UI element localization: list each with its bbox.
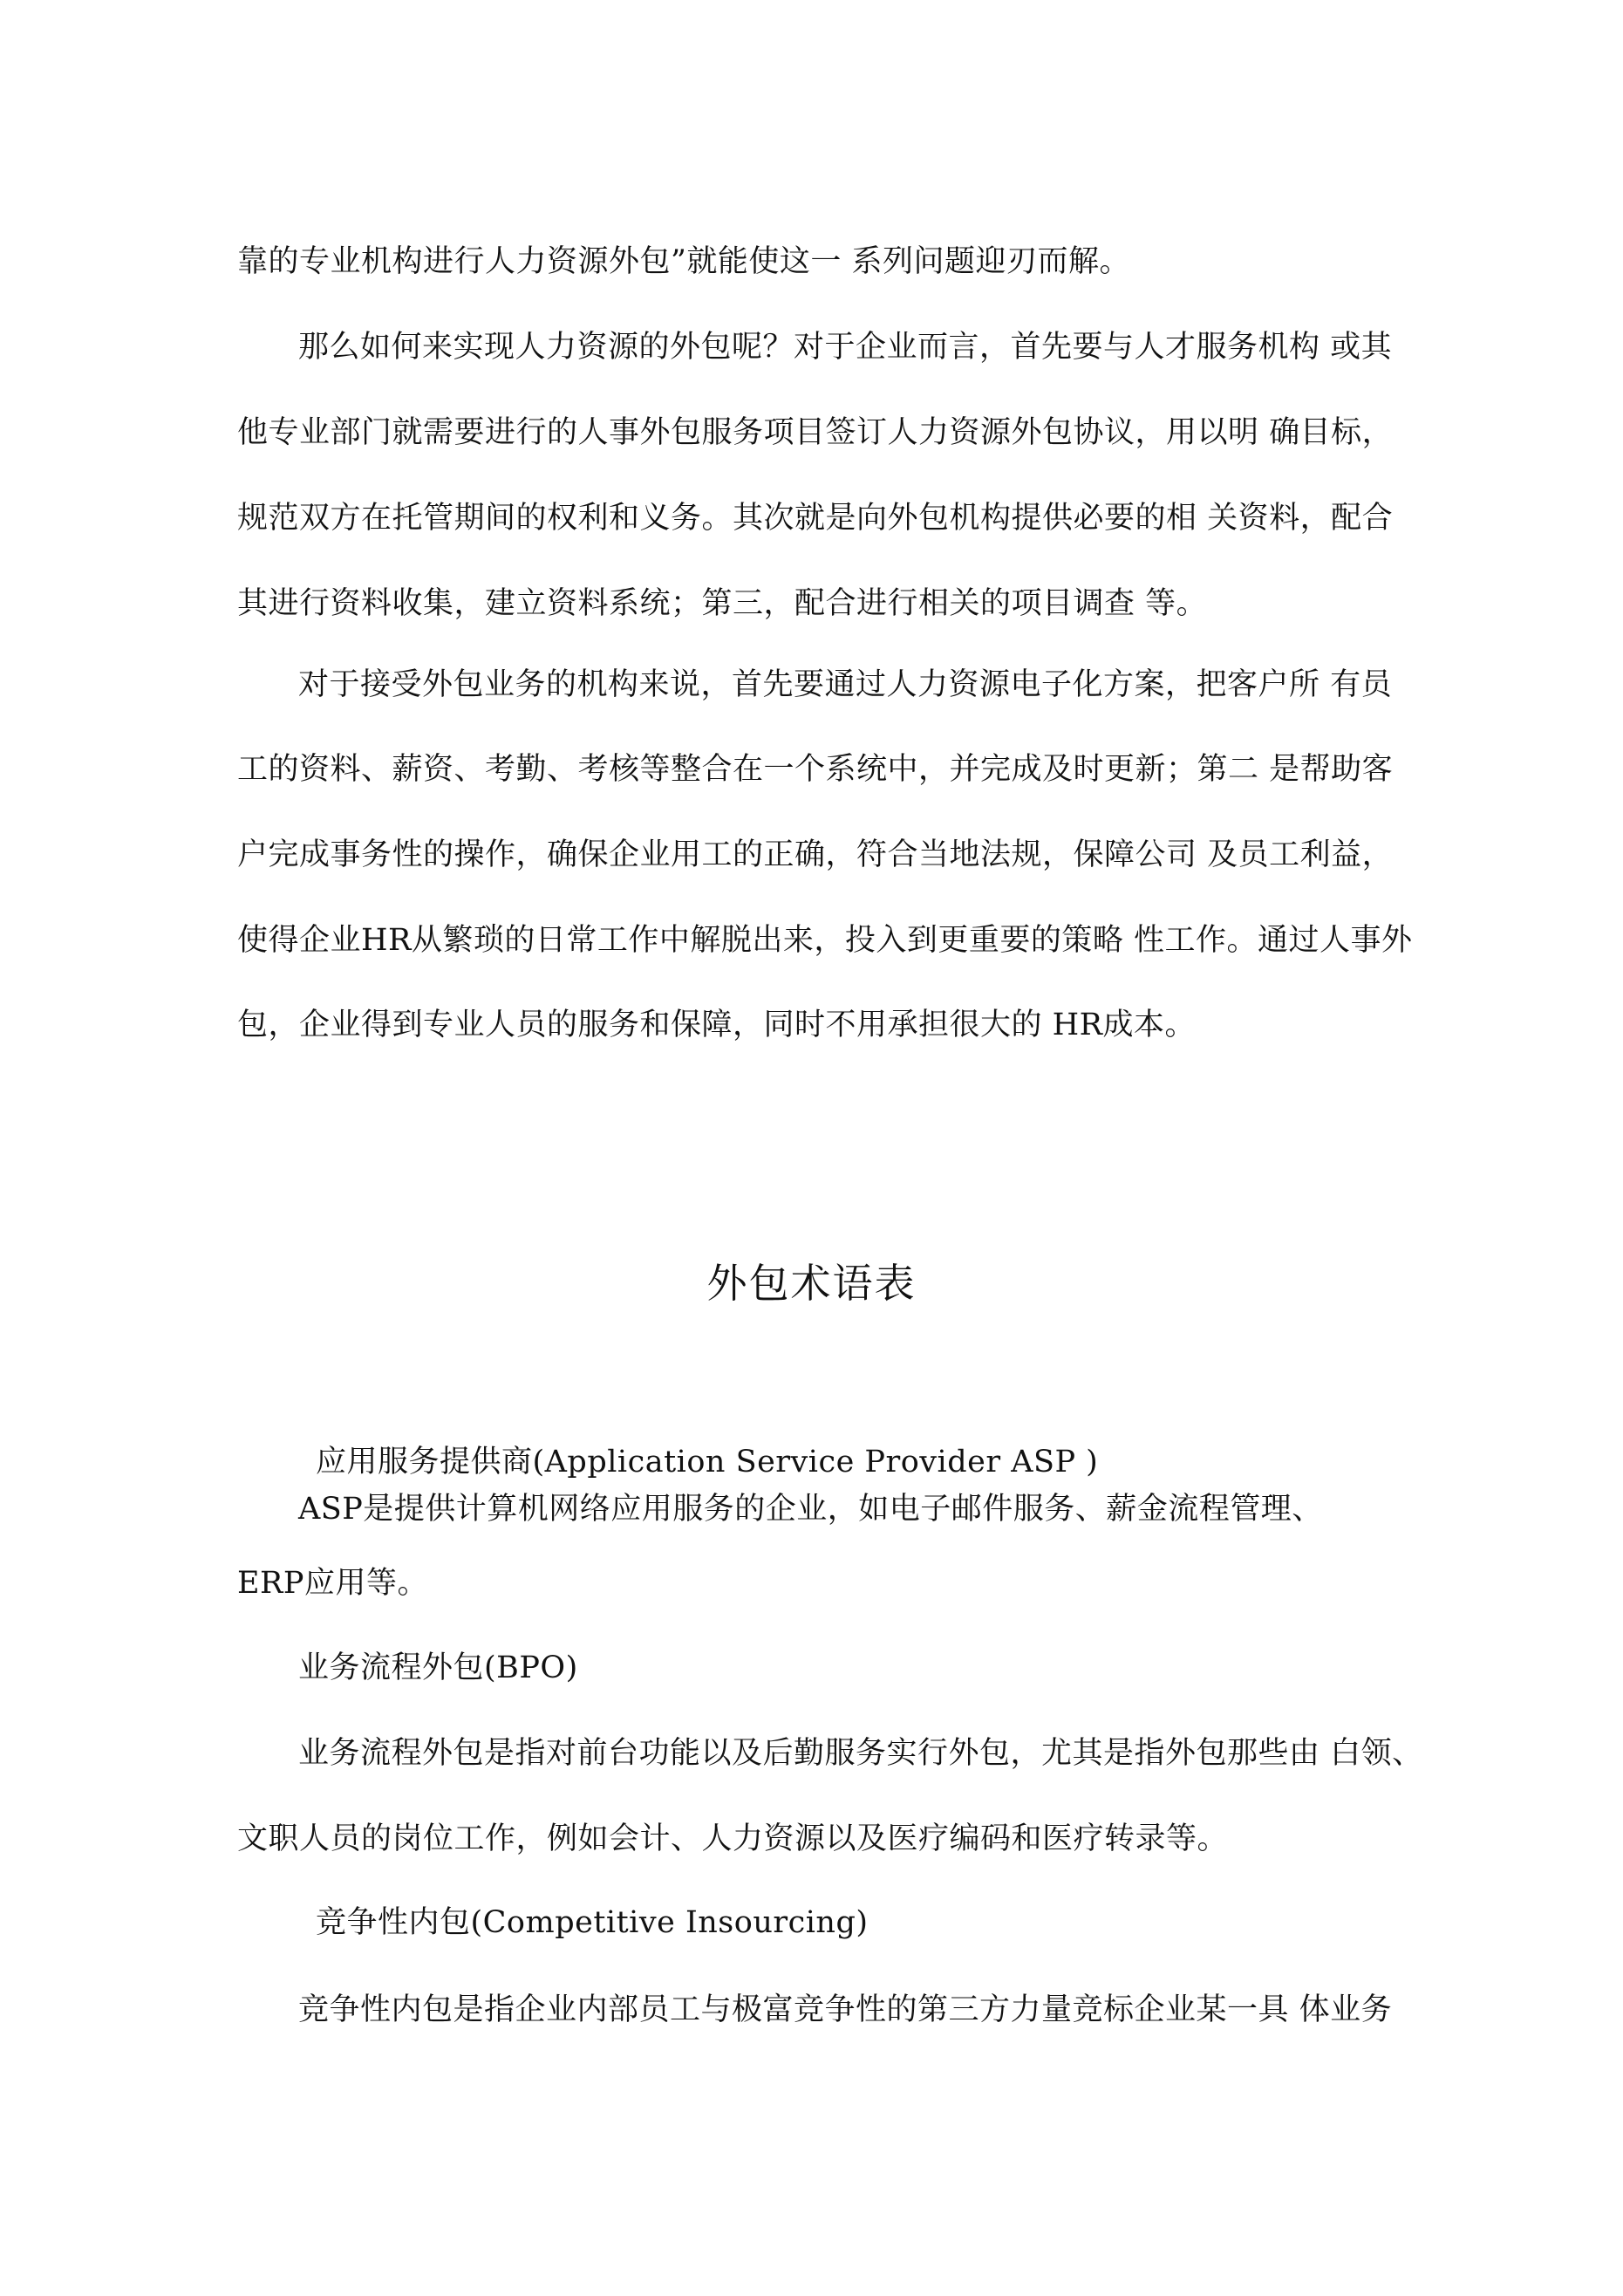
paragraph-2-line: 户完成事务性的操作，确保企业用工的正确，符合当地法规，保障公司 及员工利益， [237,837,1394,872]
term-heading-bpo: 业务流程外包(BPO) [298,1650,578,1685]
term-definition-line: 竞争性内包是指企业内部员工与极富竞争性的第三方力量竞标企业某一具 体业务 [298,1992,1393,2027]
term-definition-line: 文职人员的岗位工作，例如会计、人力资源以及医疗编码和医疗转录等。 [237,1821,1229,1856]
paragraph-2-line: 包，企业得到专业人员的服务和保障，同时不用承担很大的 HR成本。 [237,1008,1197,1042]
section-title: 外包术语表 [706,1260,917,1307]
paragraph-1-line: 那么如何来实现人力资源的外包呢？对于企业而言，首先要与人才服务机构 或其 [298,330,1393,365]
term-definition-line: 业务流程外包是指对前台功能以及后勤服务实行外包，尤其是指外包那些由 白领、 [298,1736,1423,1771]
paragraph-1-line: 他专业部门就需要进行的人事外包服务项目签订人力资源外包协议，用以明 确目标， [237,415,1394,450]
term-definition-line: ERP应用等。 [237,1566,428,1601]
paragraph-2-line: 使得企业HR从繁琐的日常工作中解脱出来，投入到更重要的策略 性工作。通过人事外 [237,923,1413,958]
paragraph-2-line: 对于接受外包业务的机构来说，首先要通过人力资源电子化方案，把客户所 有员 [298,667,1393,702]
paragraph-1-line: 规范双方在托管期间的权利和义务。其次就是向外包机构提供必要的相 关资料，配合 [237,501,1394,536]
term-heading-asp: 应用服务提供商(Application Service Provider ASP ) [316,1445,1099,1479]
paragraph-2-line: 工的资料、薪资、考勤、考核等整合在一个系统中，并完成及时更新；第二 是帮助客 [237,752,1394,787]
intro-line: 靠的专业机构进行人力资源外包”就能使这一 系列问题迎刃而解。 [237,244,1131,279]
paragraph-1-line: 其进行资料收集，建立资料系统；第三，配合进行相关的项目调查 等。 [237,586,1208,621]
term-definition-line: ASP是提供计算机网络应用服务的企业，如电子邮件服务、薪金流程管理、 [298,1492,1323,1527]
term-heading-competitive-insourcing: 竞争性内包(Competitive Insourcing) [316,1905,869,1940]
